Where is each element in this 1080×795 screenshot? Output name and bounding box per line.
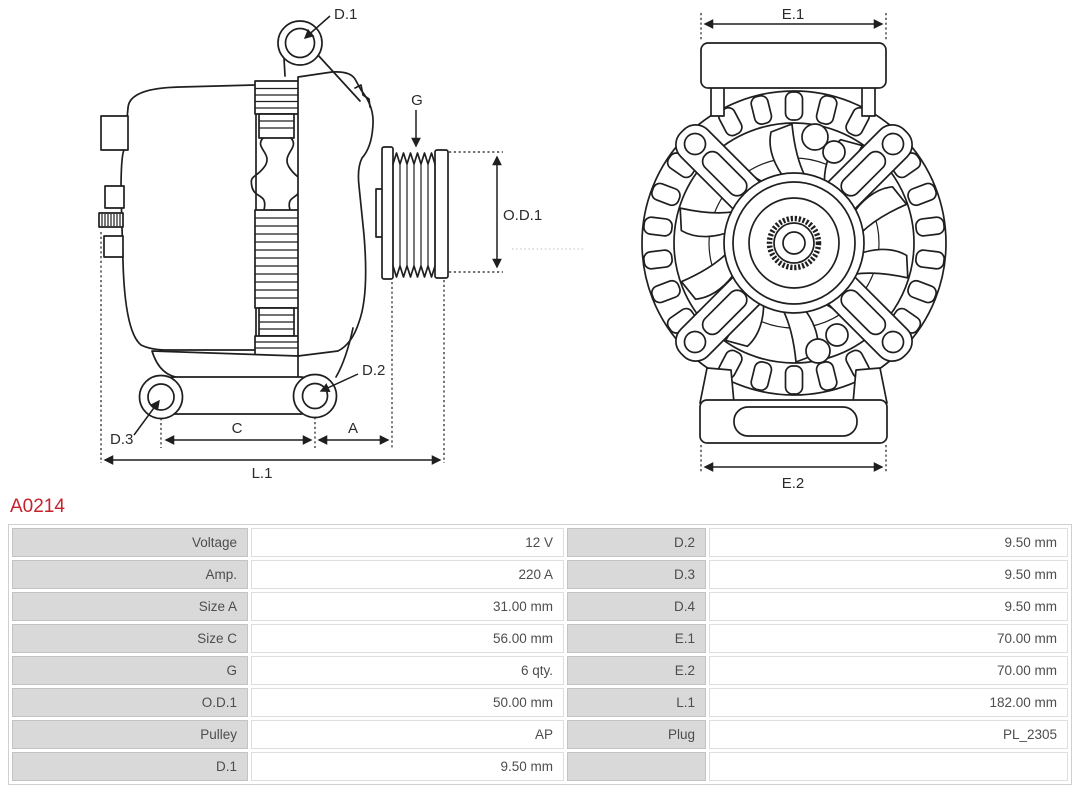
spec-label: D.4 [567,592,706,621]
spec-value: PL_2305 [709,720,1068,749]
dim-label-c: C [231,420,243,437]
spec-row [12,528,1068,557]
spec-label: Size C [12,624,248,653]
spec-label: Voltage [12,528,248,557]
spec-row [12,688,1068,717]
front-housing [298,72,373,356]
stator-laminations [251,81,301,356]
spec-label: Pulley [12,720,248,749]
dim-label-od1: O.D.1 [503,207,543,224]
dim-label-g: G [411,92,423,109]
spec-row [12,752,1068,781]
spec-label: Plug [567,720,706,749]
spec-label: D.1 [12,752,248,781]
spec-value: 70.00 mm [709,656,1068,685]
pulley-front [724,173,864,313]
part-number: A0214 [10,496,65,517]
spec-value: 12 V [251,528,564,557]
spec-value: 50.00 mm [251,688,564,717]
spec-label: Amp. [12,560,248,589]
spec-label: Size A [12,592,248,621]
spec-value: 9.50 mm [709,528,1068,557]
spec-row [12,592,1068,621]
dim-label-d1: D.1 [334,6,358,23]
spec-label: D.2 [567,528,706,557]
dim-label-a: A [347,420,359,437]
spec-value: AP [251,720,564,749]
spec-value: 56.00 mm [251,624,564,653]
spec-value: 31.00 mm [251,592,564,621]
rear-terminals [99,116,128,257]
spec-label: L.1 [567,688,706,717]
dim-label-l1: L.1 [251,465,273,482]
spec-table [8,524,1072,785]
spec-value: 182.00 mm [709,688,1068,717]
spec-value [709,752,1068,781]
side-view [99,6,584,482]
spec-row [12,560,1068,589]
spec-value: 9.50 mm [709,560,1068,589]
spec-label [567,752,706,781]
spec-value: 9.50 mm [251,752,564,781]
spec-row [12,720,1068,749]
dim-label-e2: E.2 [781,475,805,492]
spec-label: E.1 [567,624,706,653]
spec-row [12,624,1068,653]
spec-value: 6 qty. [251,656,564,685]
spec-label: O.D.1 [12,688,248,717]
spec-value: 70.00 mm [709,624,1068,653]
pulley [376,147,448,279]
spec-label: G [12,656,248,685]
front-view [642,6,946,492]
dim-label-e1: E.1 [781,6,805,23]
rear-cover [121,85,256,350]
spec-value: 220 A [251,560,564,589]
spec-label: E.2 [567,656,706,685]
spec-value: 9.50 mm [709,592,1068,621]
spec-label: D.3 [567,560,706,589]
dim-label-d2: D.2 [362,362,386,379]
spec-row [12,656,1068,685]
dim-label-d3: D.3 [110,431,134,448]
